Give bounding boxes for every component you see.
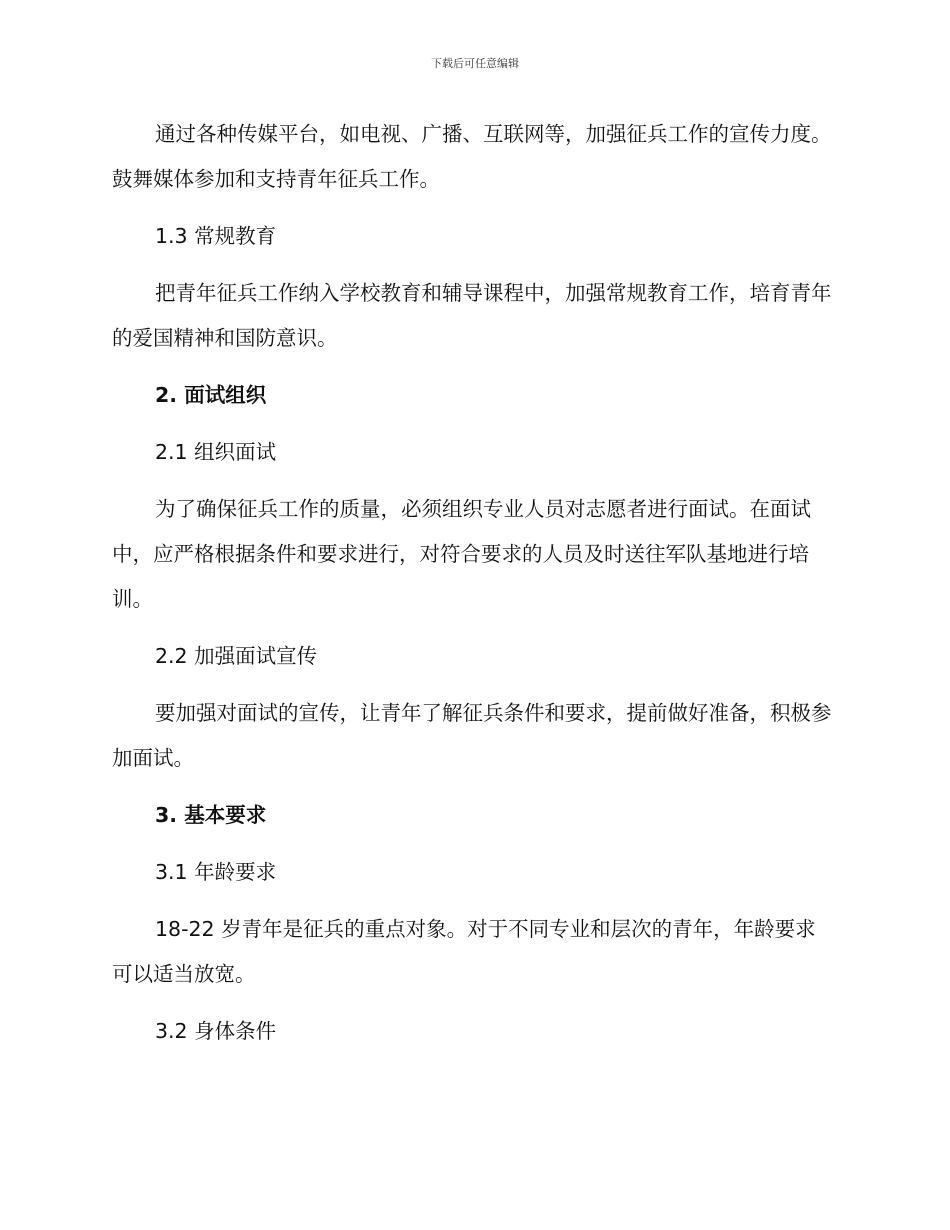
page-header-note: 下载后可任意编辑 (431, 57, 519, 70)
subheading-physical-conditions: 3.2 身体条件 (155, 1019, 277, 1043)
paragraph-publicity: 通过各种传媒平台，如电视、广播、互联网等，加强征兵工作的宣传力度。鼓舞媒体参加和支持青年征兵工作。 (112, 122, 832, 191)
paragraph-age-requirements: 18-22 岁青年是征兵的重点对象。对于不同专业和层次的青年，年龄要求可以适当放宽。 (112, 917, 816, 986)
document-body (112, 112, 832, 1066)
paragraph-interview-publicity: 要加强对面试的宣传，让青年了解征兵条件和要求，提前做好准备，积极参加面试。 (112, 701, 832, 770)
subheading-organize-interview: 2.1 组织面试 (155, 440, 277, 464)
paragraph-regular-education: 把青年征兵工作纳入学校教育和辅导课程中，加强常规教育工作，培育青年的爱国精神和国防意识。 (112, 281, 832, 350)
paragraph-organize-interview: 为了确保征兵工作的质量，必须组织专业人员对志愿者进行面试。在面试中，应严格根据条件和要求进行，对符合要求的人员及时送往军队基地进行培训。 (112, 497, 811, 611)
section-heading-basic-requirements: 3. 基本要求 (155, 803, 267, 827)
section-heading-interview-organization: 2. 面试组织 (155, 383, 267, 407)
subheading-age-requirements: 3.1 年龄要求 (155, 860, 277, 884)
subheading-interview-publicity: 2.2 加强面试宣传 (155, 644, 318, 668)
subheading-regular-education: 1.3 常规教育 (155, 224, 277, 248)
